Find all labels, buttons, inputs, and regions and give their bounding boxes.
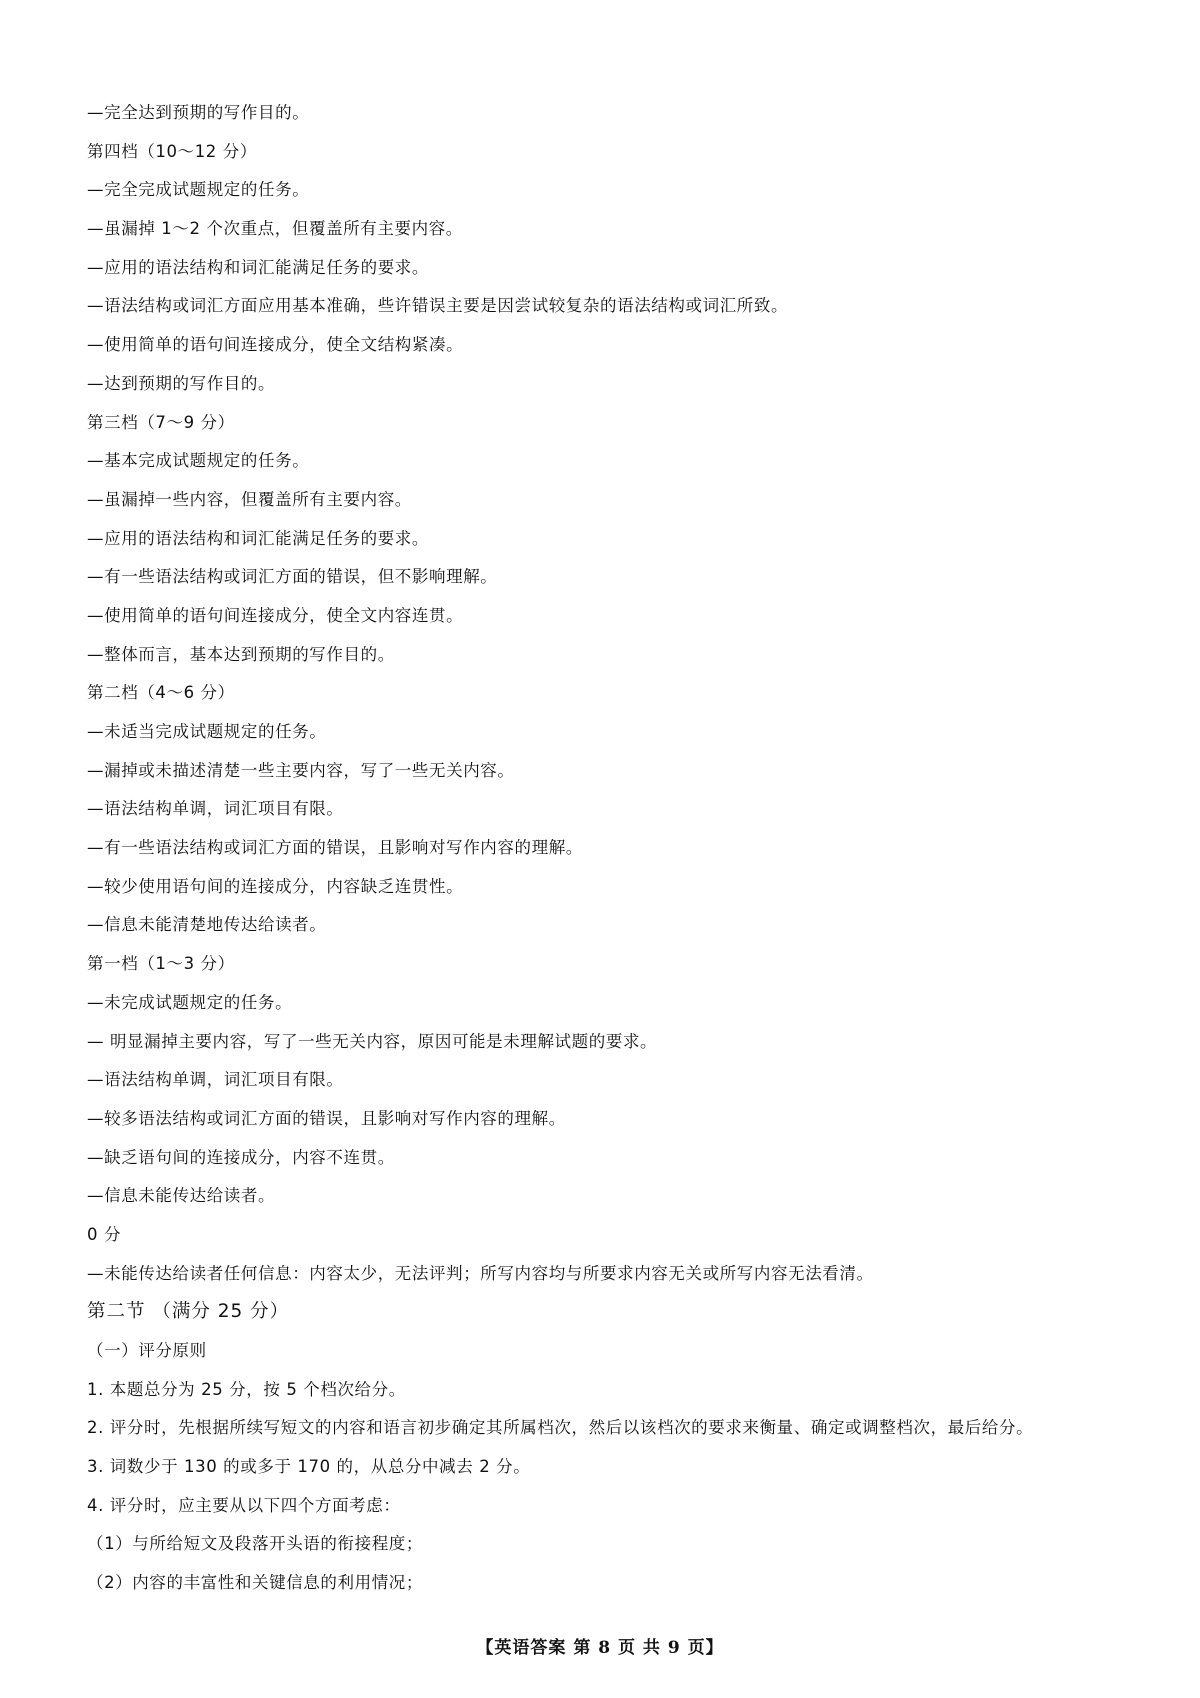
text-line: （1）与所给短文及段落开头语的衔接程度；: [87, 1534, 423, 1554]
text-line: —未完成试题规定的任务。: [87, 992, 293, 1012]
text-line: 1. 本题总分为 25 分，按 5 个档次给分。: [87, 1379, 406, 1399]
text-line: —使用简单的语句间连接成分，使全文内容连贯。: [87, 605, 464, 625]
text-line: —虽漏掉一些内容，但覆盖所有主要内容。: [87, 489, 412, 509]
text-line: —较多语法结构或词汇方面的错误，且影响对写作内容的理解。: [87, 1108, 566, 1128]
text-line: —应用的语法结构和词汇能满足任务的要求。: [87, 257, 429, 277]
document-body: [87, 94, 1127, 1603]
text-line: 4. 评分时，应主要从以下四个方面考虑：: [87, 1495, 401, 1515]
text-line: —信息未能传达给读者。: [87, 1186, 276, 1206]
text-line: —语法结构或词汇方面应用基本准确，些许错误主要是因尝试较复杂的语法结构或词汇所致。: [87, 296, 789, 316]
text-line: 3. 词数少于 130 的或多于 170 的，从总分中减去 2 分。: [87, 1457, 531, 1477]
text-line: —完全完成试题规定的任务。: [87, 180, 310, 200]
text-line: —未能传达给读者任何信息：内容太少，无法评判；所写内容均与所要求内容无关或所写内容无法看清。: [87, 1263, 874, 1283]
text-line: —未适当完成试题规定的任务。: [87, 722, 327, 741]
text-line: 第四档（10～12 分）: [87, 141, 257, 161]
text-line: —应用的语法结构和词汇能满足任务的要求。: [87, 528, 429, 548]
text-line: （一）评分原则: [87, 1341, 207, 1360]
text-line: —虽漏掉 1～2 个次重点，但覆盖所有主要内容。: [87, 219, 463, 239]
text-line: —基本完成试题规定的任务。: [87, 451, 310, 471]
text-line: 第三档（7～9 分）: [87, 412, 235, 432]
text-line: —整体而言，基本达到预期的写作目的。: [87, 644, 395, 664]
text-line: —缺乏语句间的连接成分，内容不连贯。: [87, 1147, 395, 1167]
text-line: —有一些语法结构或词汇方面的错误，且影响对写作内容的理解。: [87, 838, 583, 858]
text-line: — 明显漏掉主要内容，写了一些无关内容，原因可能是未理解试题的要求。: [87, 1031, 658, 1051]
text-line: （2）内容的丰富性和关键信息的利用情况；: [87, 1573, 423, 1593]
text-line: 第二档（4～6 分）: [87, 683, 235, 703]
text-line: —信息未能清楚地传达给读者。: [87, 915, 327, 935]
text-line: 2. 评分时，先根据所续写短文的内容和语言初步确定其所属档次，然后以该档次的要求来衡量、确定或调整档次，最后给分。: [87, 1418, 1034, 1438]
text-line: 第一档（1～3 分）: [87, 954, 235, 974]
text-line: 0 分: [87, 1224, 122, 1244]
text-line: —有一些语法结构或词汇方面的错误，但不影响理解。: [87, 567, 498, 587]
text-line: —语法结构单调，词汇项目有限。: [87, 799, 344, 819]
text-line: —语法结构单调，词汇项目有限。: [87, 1070, 344, 1090]
page-footer: 【英语答案 第 8 页 共 9 页】: [476, 1638, 724, 1658]
text-line: —达到预期的写作目的。: [87, 373, 276, 393]
text-line: —漏掉或未描述清楚一些主要内容，写了一些无关内容。: [87, 760, 515, 780]
text-line: —完全达到预期的写作目的。: [87, 103, 310, 122]
text-line: —使用简单的语句间连接成分，使全文结构紧凑。: [87, 335, 464, 355]
section-heading: 第二节 （满分 25 分）: [87, 1301, 290, 1323]
text-line: —较少使用语句间的连接成分，内容缺乏连贯性。: [87, 876, 464, 896]
